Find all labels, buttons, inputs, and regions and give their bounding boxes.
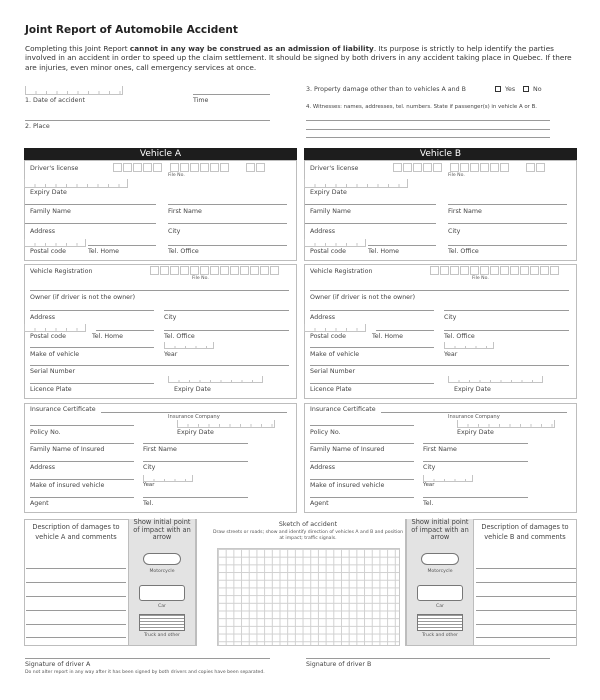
insured-family-name-input[interactable] [310, 443, 414, 444]
damage-a-input-2[interactable] [26, 582, 126, 583]
sketch-instructions: Draw streets or roads; show and identify direction of vehicles A and B and position at impact; traffic signals. [212, 530, 404, 542]
agent-input[interactable] [30, 497, 134, 498]
vehicle-registration-input[interactable] [430, 266, 560, 275]
no-label: No [533, 86, 542, 93]
input-cell[interactable] [550, 266, 559, 275]
tel-office-label: Tel. Office [448, 248, 479, 255]
truck-icon[interactable] [139, 614, 185, 631]
postal-code-input[interactable] [304, 239, 366, 247]
city-input[interactable] [448, 223, 567, 224]
licence-plate-label: Licence Plate [30, 386, 72, 393]
truck-label: Truck and other [144, 633, 180, 638]
motorcycle-icon[interactable] [143, 553, 181, 565]
page-title: Joint Report of Automobile Accident [25, 24, 238, 36]
owner-postal-code-input[interactable] [304, 324, 366, 332]
input-cell[interactable] [536, 163, 545, 172]
input-cell[interactable] [393, 163, 402, 172]
signature-a-line[interactable] [25, 658, 270, 659]
insured-address-input[interactable] [310, 461, 414, 462]
owner-label: Owner (if driver is not the owner) [310, 294, 416, 301]
first-name-input[interactable] [168, 204, 287, 205]
vehicle-a-header: Vehicle A [24, 148, 297, 160]
agent-label: Agent [30, 500, 49, 507]
input-cell[interactable] [200, 163, 209, 172]
input-cell[interactable] [423, 163, 432, 172]
licence-plate-input[interactable] [310, 383, 434, 384]
insured-address-label: Address [310, 464, 336, 471]
agent-tel-input[interactable] [423, 497, 528, 498]
yes-label: Yes [505, 86, 516, 93]
input-cell[interactable] [170, 266, 179, 275]
input-cell[interactable] [246, 163, 255, 172]
input-cell[interactable] [113, 163, 122, 172]
owner-city-input[interactable] [164, 310, 289, 311]
input-cell[interactable] [220, 266, 229, 275]
plate-expiry-date-input[interactable] [168, 376, 263, 383]
drivers-license-input[interactable] [113, 163, 163, 172]
input-cell[interactable] [250, 266, 259, 275]
input-cell[interactable] [270, 266, 279, 275]
owner-city-label: City [444, 314, 457, 321]
owner-tel-office-label: Tel. Office [444, 333, 475, 340]
input-cell[interactable] [430, 266, 439, 275]
agent-tel-input[interactable] [143, 497, 248, 498]
damage-b-input-1[interactable] [476, 568, 576, 569]
input-cell[interactable] [190, 266, 199, 275]
owner-postal-code-input[interactable] [24, 324, 86, 332]
make-of-vehicle-input[interactable] [30, 347, 154, 348]
damage-b-input-5[interactable] [476, 624, 576, 625]
input-cell[interactable] [190, 163, 199, 172]
input-cell[interactable] [440, 266, 449, 275]
damage-a-input-6[interactable] [26, 637, 126, 638]
input-cell[interactable] [413, 163, 422, 172]
input-cell[interactable] [210, 163, 219, 172]
input-cell[interactable] [150, 266, 159, 275]
input-cell[interactable] [133, 163, 142, 172]
year-input[interactable] [164, 342, 214, 349]
input-cell[interactable] [433, 163, 442, 172]
policy-no-input[interactable] [30, 425, 134, 426]
insured-make-input[interactable] [310, 479, 414, 480]
insured-make-label: Make of insured vehicle [30, 482, 105, 489]
drivers-license-input-2[interactable] [450, 163, 510, 172]
input-cell[interactable] [160, 266, 169, 275]
damage-description-b-label: Description of damages to vehicle B and comments [481, 523, 569, 541]
impact-instruction: Show initial point of impact with an arrow [133, 518, 191, 542]
family-name-input[interactable] [305, 204, 436, 205]
file-no-label: File No. [448, 173, 465, 178]
drivers-license-input[interactable] [393, 163, 443, 172]
registration-file-no-label: File No. [472, 276, 489, 281]
address-label: Address [310, 228, 336, 235]
owner-postal-code-label: Postal code [30, 333, 66, 340]
damage-a-input-3[interactable] [26, 596, 126, 597]
motorcycle-label: Motorcycle [427, 569, 453, 574]
property-damage-label: 3. Property damage other than to vehicles A and B [306, 86, 466, 93]
input-cell[interactable] [260, 266, 269, 275]
owner-address-input[interactable] [310, 310, 434, 311]
input-cell[interactable] [526, 163, 535, 172]
insured-first-name-label: First Name [423, 446, 457, 453]
input-cell[interactable] [490, 266, 499, 275]
input-cell[interactable] [153, 163, 162, 172]
impact-instruction: Show initial point of impact with an arrow [411, 518, 469, 542]
input-cell[interactable] [470, 163, 479, 172]
input-cell[interactable] [403, 163, 412, 172]
city-label: City [168, 228, 181, 235]
input-cell[interactable] [460, 266, 469, 275]
year-label: Year [444, 351, 458, 358]
car-label: Car [436, 604, 444, 609]
insured-year-input[interactable] [423, 475, 473, 482]
intro-bold: cannot in any way be construed as an admission of liability [129, 44, 374, 53]
plate-expiry-date-label: Expiry Date [174, 386, 211, 393]
insurance-company-label: Insurance Company [168, 414, 220, 420]
insured-address-label: Address [30, 464, 56, 471]
insurance-expiry-date-input[interactable] [457, 420, 555, 428]
truck-icon[interactable] [417, 614, 463, 631]
insurance-expiry-date-label: Expiry Date [177, 429, 214, 436]
input-cell[interactable] [200, 266, 209, 275]
owner-label: Owner (if driver is not the owner) [30, 294, 136, 301]
insurance-certificate-label: Insurance Certificate [310, 406, 376, 413]
input-cell[interactable] [500, 163, 509, 172]
vehicle-b-header: Vehicle B [304, 148, 577, 160]
city-input[interactable] [168, 223, 287, 224]
address-input[interactable] [305, 223, 436, 224]
witnesses-label: 4. Witnesses: names, addresses, tel. numbers. State if passenger(s) in vehicle A or B. [306, 104, 537, 110]
expiry-date-label: Expiry Date [30, 189, 67, 196]
drivers-license-label: Driver's license [30, 165, 79, 172]
tel-office-label: Tel. Office [168, 248, 199, 255]
property-no-checkbox[interactable] [523, 86, 529, 92]
damage-b-input-2[interactable] [476, 582, 576, 583]
damage-a-input-4[interactable] [26, 610, 126, 611]
owner-tel-home-input[interactable] [96, 330, 154, 331]
damage-b-input-6[interactable] [476, 637, 576, 638]
tel-office-input[interactable] [448, 245, 567, 246]
input-cell[interactable] [220, 163, 229, 172]
damage-b-input-4[interactable] [476, 610, 576, 611]
input-cell[interactable] [180, 163, 189, 172]
insured-year-input[interactable] [143, 475, 193, 482]
tel-home-label: Tel. Home [88, 248, 119, 255]
insured-family-name-input[interactable] [30, 443, 134, 444]
first-name-input[interactable] [448, 204, 567, 205]
insured-city-input[interactable] [143, 461, 248, 462]
agent-tel-label: Tel. [423, 500, 434, 507]
owner-tel-home-input[interactable] [376, 330, 434, 331]
serial-number-input[interactable] [310, 365, 569, 366]
owner-tel-home-label: Tel. Home [372, 333, 403, 340]
insured-family-name-label: Family Name of Insured [310, 446, 385, 453]
expiry-date-label: Expiry Date [310, 189, 347, 196]
expiry-date-input[interactable] [24, 179, 128, 188]
time-input[interactable] [193, 94, 270, 95]
expiry-date-input[interactable] [304, 179, 408, 188]
policy-no-label: Policy No. [30, 429, 61, 436]
vehicle-registration-line[interactable] [30, 290, 289, 291]
insurance-company-label: Insurance Company [448, 414, 500, 420]
motorcycle-label: Motorcycle [149, 569, 175, 574]
postal-code-input[interactable] [24, 239, 86, 247]
damage-a-input-5[interactable] [26, 624, 126, 625]
year-label: Year [164, 351, 178, 358]
witnesses-input-3[interactable] [306, 137, 550, 138]
postal-code-label: Postal code [310, 248, 346, 255]
vehicle-registration-input[interactable] [150, 266, 280, 275]
place-label: 2. Place [25, 123, 50, 130]
family-name-input[interactable] [25, 204, 156, 205]
drivers-license-input-3[interactable] [246, 163, 266, 172]
drivers-license-input-2[interactable] [170, 163, 230, 172]
family-name-label: Family Name [30, 208, 71, 215]
postal-code-label: Postal code [30, 248, 66, 255]
input-cell[interactable] [230, 266, 239, 275]
first-name-label: First Name [168, 208, 202, 215]
car-label: Car [158, 604, 166, 609]
damage-description-a-label: Description of damages to vehicle A and comments [32, 523, 120, 541]
insurance-expiry-date-label: Expiry Date [457, 429, 494, 436]
place-input[interactable] [25, 120, 270, 121]
insured-family-name-label: Family Name of Insured [30, 446, 105, 453]
owner-address-label: Address [310, 314, 336, 321]
vehicle-registration-label: Vehicle Registration [310, 268, 373, 275]
vehicle-registration-line[interactable] [310, 290, 569, 291]
tel-home-input[interactable] [88, 245, 156, 246]
input-cell[interactable] [490, 163, 499, 172]
tel-office-input[interactable] [168, 245, 287, 246]
input-cell[interactable] [540, 266, 549, 275]
input-cell[interactable] [180, 266, 189, 275]
input-cell[interactable] [256, 163, 265, 172]
signature-note: Do not alter report in any way after it has been signed by both drivers and copies have been separated. [25, 670, 265, 675]
insured-first-name-label: First Name [143, 446, 177, 453]
address-label: Address [30, 228, 56, 235]
insured-year-label: Year [423, 482, 435, 488]
insured-make-input[interactable] [30, 479, 134, 480]
insured-year-label: Year [143, 482, 155, 488]
make-of-vehicle-label: Make of vehicle [30, 351, 80, 358]
licence-plate-label: Licence Plate [310, 386, 352, 393]
owner-address-input[interactable] [30, 310, 154, 311]
car-icon[interactable] [417, 585, 463, 601]
input-cell[interactable] [510, 266, 519, 275]
licence-plate-input[interactable] [30, 383, 154, 384]
signature-b-line[interactable] [306, 658, 550, 659]
insured-address-input[interactable] [30, 461, 134, 462]
date-of-accident-label: 1. Date of accident [25, 97, 85, 104]
date-of-accident-input[interactable] [25, 86, 123, 95]
input-cell[interactable] [123, 163, 132, 172]
insured-make-label: Make of insured vehicle [310, 482, 385, 489]
intro-pre: Completing this Joint Report [25, 44, 130, 53]
plate-expiry-date-label: Expiry Date [454, 386, 491, 393]
owner-address-label: Address [30, 314, 56, 321]
signature-a-label: Signature of driver A [25, 661, 91, 668]
insured-city-input[interactable] [423, 461, 528, 462]
insured-city-label: City [143, 464, 156, 471]
owner-city-input[interactable] [444, 310, 569, 311]
damage-b-input-3[interactable] [476, 596, 576, 597]
serial-number-label: Serial Number [30, 368, 76, 375]
motorcycle-icon[interactable] [421, 553, 459, 565]
tel-home-input[interactable] [368, 245, 436, 246]
input-cell[interactable] [480, 266, 489, 275]
agent-label: Agent [310, 500, 329, 507]
city-label: City [448, 228, 461, 235]
input-cell[interactable] [530, 266, 539, 275]
insured-first-name-input[interactable] [423, 443, 528, 444]
owner-tel-home-label: Tel. Home [92, 333, 123, 340]
witnesses-input-2[interactable] [306, 129, 550, 130]
serial-number-label: Serial Number [310, 368, 356, 375]
witnesses-input-1[interactable] [306, 120, 550, 121]
input-cell[interactable] [520, 266, 529, 275]
signature-b-label: Signature of driver B [306, 661, 372, 668]
input-cell[interactable] [460, 163, 469, 172]
make-of-vehicle-label: Make of vehicle [310, 351, 360, 358]
intro-text [25, 44, 585, 72]
policy-no-input[interactable] [310, 425, 414, 426]
input-cell[interactable] [470, 266, 479, 275]
first-name-label: First Name [448, 208, 482, 215]
insurance-certificate-input[interactable] [101, 412, 287, 413]
insured-city-label: City [423, 464, 436, 471]
owner-tel-office-label: Tel. Office [164, 333, 195, 340]
input-cell[interactable] [500, 266, 509, 275]
insurance-certificate-input[interactable] [381, 412, 567, 413]
tel-home-label: Tel. Home [368, 248, 399, 255]
damage-a-input-1[interactable] [26, 568, 126, 569]
input-cell[interactable] [210, 266, 219, 275]
family-name-label: Family Name [310, 208, 351, 215]
serial-number-input[interactable] [30, 365, 289, 366]
input-cell[interactable] [450, 266, 459, 275]
time-label: Time [193, 97, 209, 104]
sketch-title: Sketch of accident [278, 521, 338, 528]
registration-file-no-label: File No. [192, 276, 209, 281]
insurance-expiry-date-input[interactable] [177, 420, 275, 428]
owner-postal-code-label: Postal code [310, 333, 346, 340]
year-input[interactable] [444, 342, 494, 349]
make-of-vehicle-input[interactable] [310, 347, 434, 348]
agent-tel-label: Tel. [143, 500, 154, 507]
plate-expiry-date-input[interactable] [448, 376, 543, 383]
drivers-license-input-3[interactable] [526, 163, 546, 172]
intro-post: . Its purpose is strictly to help identify the parties involved in an accident in order to speed up the claim settlement. It should be signed by both drivers in any accident taking place in Quebec. If there are injuries, even minor ones, call emergency services at once. [25, 44, 572, 72]
address-input[interactable] [25, 223, 156, 224]
policy-no-label: Policy No. [310, 429, 341, 436]
insurance-certificate-label: Insurance Certificate [30, 406, 96, 413]
vehicle-registration-label: Vehicle Registration [30, 268, 93, 275]
input-cell[interactable] [480, 163, 489, 172]
owner-tel-office-input[interactable] [164, 330, 289, 331]
sketch-grid[interactable] [217, 548, 400, 646]
input-cell[interactable] [170, 163, 179, 172]
input-cell[interactable] [240, 266, 249, 275]
owner-city-label: City [164, 314, 177, 321]
drivers-license-label: Driver's license [310, 165, 359, 172]
property-yes-checkbox[interactable] [495, 86, 501, 92]
truck-label: Truck and other [422, 633, 458, 638]
input-cell[interactable] [143, 163, 152, 172]
car-icon[interactable] [139, 585, 185, 601]
agent-input[interactable] [310, 497, 414, 498]
insured-first-name-input[interactable] [143, 443, 248, 444]
input-cell[interactable] [450, 163, 459, 172]
file-no-label: File No. [168, 173, 185, 178]
owner-tel-office-input[interactable] [444, 330, 569, 331]
